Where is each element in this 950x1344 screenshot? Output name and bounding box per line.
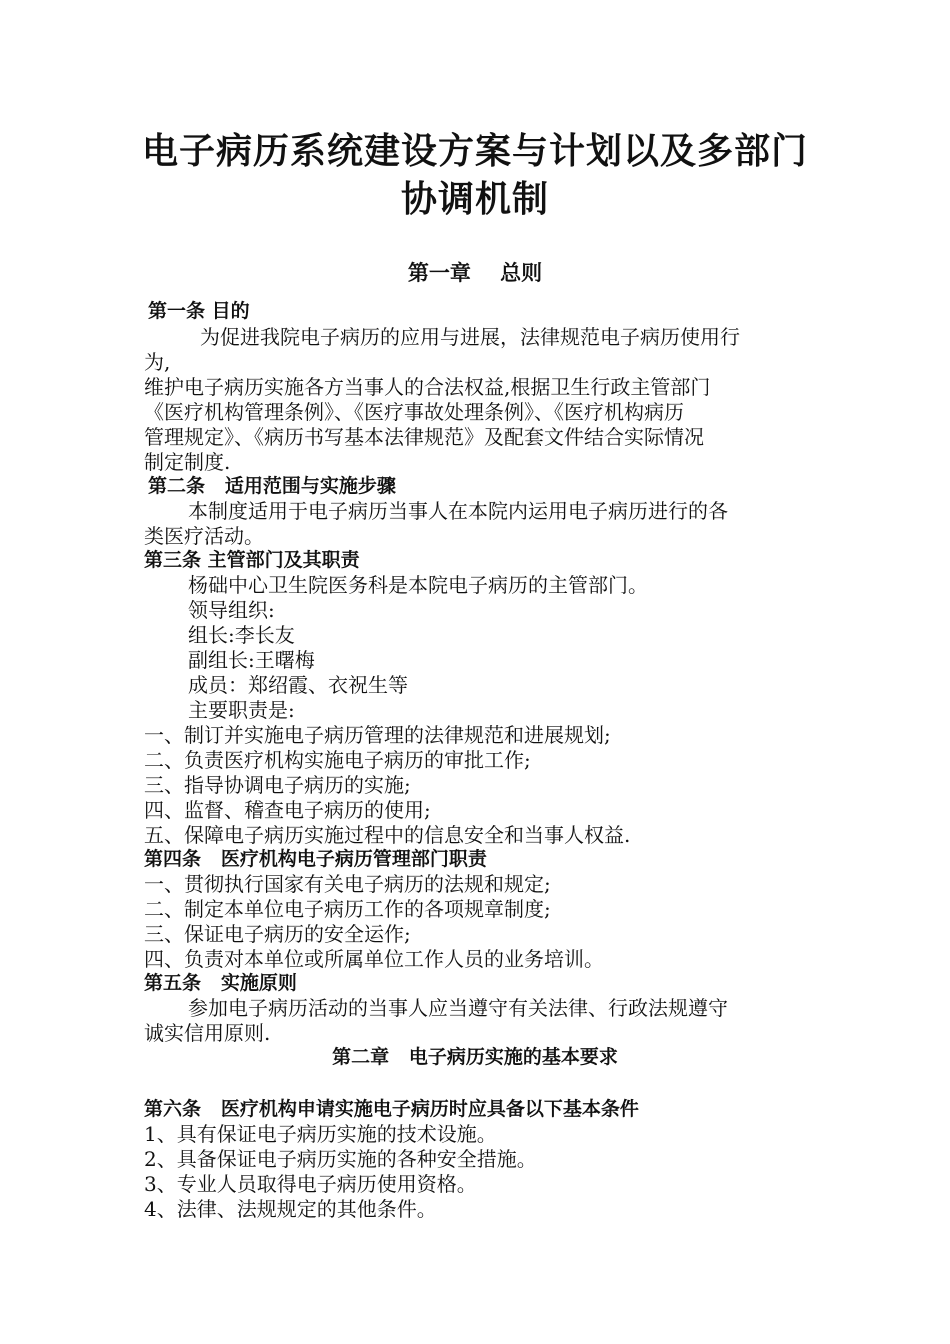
article-3-duty: 三、指导协调电子病历的实施; (144, 773, 411, 797)
article-1-line: 制定制度. (144, 450, 231, 474)
article-5-line: 参加电子病历活动的当事人应当遵守有关法律、行政法规遵守 (188, 996, 728, 1020)
article-3-duty: 一、制订并实施电子病历管理的法律规范和进展规划; (144, 723, 611, 747)
article-1-line: 为, (144, 350, 171, 374)
article-3-line: 领导组织: (188, 598, 275, 622)
article-3-duty: 二、负责医疗机构实施电子病历的审批工作; (144, 748, 531, 772)
chapter-2-heading: 第二章 电子病历实施的基本要求 (332, 1046, 618, 1068)
article-3-line: 组长:李长友 (188, 623, 295, 647)
article-1-line: 为促进我院电子病历的应用与进展，法律规范电子病历使用行 (200, 325, 740, 349)
chapter-1-heading: 第一章 总则 (407, 261, 543, 285)
article-1-line: 维护电子病历实施各方当事人的合法权益,根据卫生行政主管部门 (144, 375, 711, 399)
article-2-line: 本制度适用于电子病历当事人在本院内运用电子病历进行的各 (188, 499, 728, 523)
article-2-line: 类医疗活动。 (144, 524, 264, 548)
article-4-line: 四、负责对本单位或所属单位工作人员的业务培训。 (144, 947, 604, 971)
document-title-line-1: 电子病历系统建设方案与计划以及多部门 (141, 131, 808, 172)
article-1-heading: 第一条 目的 (148, 300, 250, 322)
article-1-line: 管理规定》、《病历书写基本法律规范》及配套文件结合实际情况 (144, 425, 704, 449)
article-3-duty: 四、监督、稽查电子病历的使用; (144, 798, 431, 822)
article-3-heading: 第三条 主管部门及其职责 (144, 549, 360, 571)
article-2-heading: 第二条 适用范围与实施步骤 (148, 475, 396, 497)
article-3-line: 副组长:王曙梅 (188, 648, 315, 672)
document-title-line-2: 协调机制 (400, 179, 549, 220)
article-5-line: 诚实信用原则. (144, 1021, 271, 1045)
article-3-line: 杨础中心卫生院医务科是本院电子病历的主管部门。 (188, 573, 648, 597)
article-6-line: 4、法律、法规规定的其他条件。 (144, 1197, 437, 1221)
article-5-heading: 第五条 实施原则 (144, 972, 297, 994)
article-6-line: 1、具有保证电子病历实施的技术设施。 (144, 1122, 497, 1146)
article-3-duty: 五、保障电子病历实施过程中的信息安全和当事人权益. (144, 823, 631, 847)
article-1-line: 《医疗机构管理条例》、《医疗事故处理条例》、《医疗机构病历 (144, 400, 684, 424)
article-4-line: 一、贯彻执行国家有关电子病历的法规和规定; (144, 872, 551, 896)
article-6-heading: 第六条 医疗机构申请实施电子病历时应具备以下基本条件 (144, 1098, 639, 1120)
article-6-line: 3、专业人员取得电子病历使用资格。 (144, 1172, 477, 1196)
article-4-heading: 第四条 医疗机构电子病历管理部门职责 (144, 848, 487, 870)
article-6-line: 2、具备保证电子病历实施的各种安全措施。 (144, 1147, 537, 1171)
article-3-line: 成员：郑绍霞、衣祝生等 (188, 673, 408, 697)
article-4-line: 二、制定本单位电子病历工作的各项规章制度; (144, 897, 551, 921)
article-4-line: 三、保证电子病历的安全运作; (144, 922, 411, 946)
article-3-line: 主要职责是: (188, 698, 295, 722)
